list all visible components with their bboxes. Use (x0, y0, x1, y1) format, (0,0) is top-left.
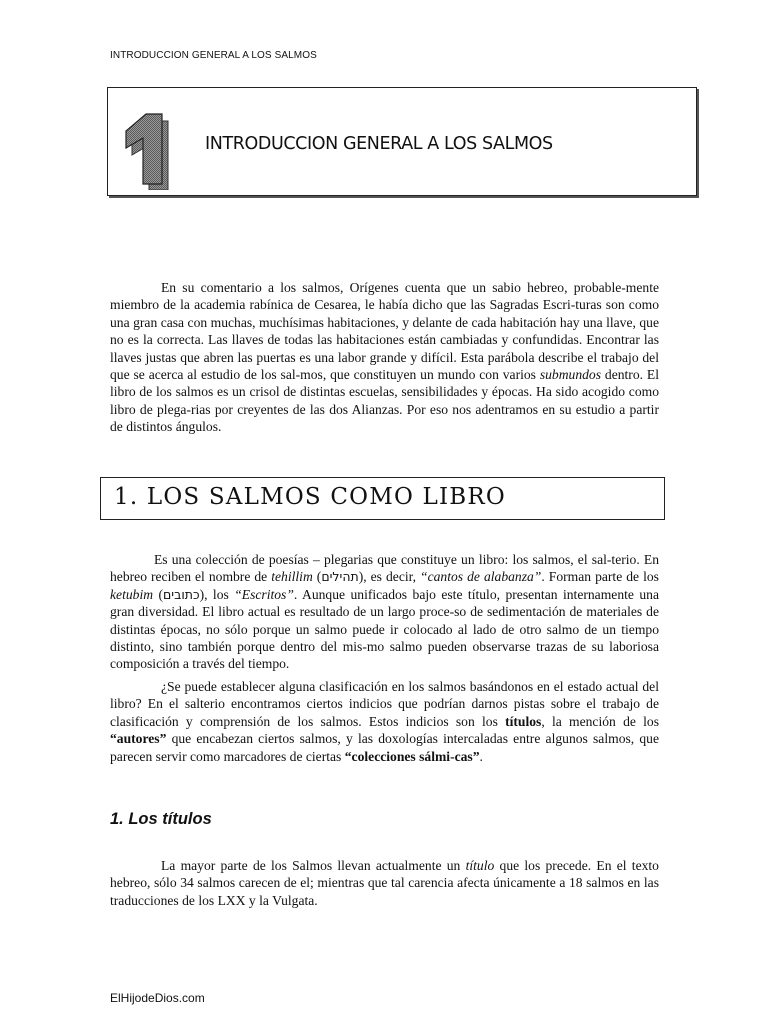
subsection-heading: 1. Los títulos (110, 810, 212, 828)
section-paragraph-1: Es una colección de poesías – plegarias que constituye un libro: los salmos, el sal-terio. En hebreo reciben el nombre de tehillim (תהילים), es decir, “cantos de alabanza”. Forman parte de los ketubim (כתובים), los “Escritos”. Aunque unificados bajo este título, presentan internamente una gran diversidad. El libro actual es resultado de un largo proce-so de sedimentación de materiales de distintas épocas, no sólo porque un salmo puede ir colocado al lado de otro salmo de un tiempo distinto, sino también porque dentro del mis-mo salmo pueden observarse trazas de su laboriosa composición a través del tiempo. (110, 552, 659, 672)
section-heading-box (100, 477, 665, 520)
section-heading: 1. LOS SALMOS COMO LIBRO (114, 484, 506, 510)
intro-paragraph: En su comentario a los salmos, Orígenes cuenta que un sabio hebreo, probable-mente miembro de la academia rabínica de Cesarea, le había dicho que las Sagradas Escri-turas son como una gran casa con muchas, muchísimas habitaciones, y delante de cada habitación hay una llave, que no es la correcta. Las llaves de todas las habitaciones están cambiadas y confundidas. Encontrar las llaves justas que abren las puertas es una labor grande y difícil. Esta parábola describe el trabajo del que se acerca al estudio de los sal-mos, que constituyen un mundo con varios submundos dentro. El libro de los salmos es un crisol de distintas escuelas, sensibilidades y épocas. Ha sido acogido como libro de plega-rias por creyentes de las dos Alianzas. Por eso nos adentramos en su estudio a partir de distintos ángulos. (110, 280, 659, 435)
chapter-number-graphic (118, 112, 190, 190)
section-paragraph-2: ¿Se puede establecer alguna clasificación en los salmos basándonos en el estado actual del libro? En el salterio encontramos ciertos indicios que podrían darnos pistas sobre el trabajo de clasificación y comprensión de los salmos. Estos indicios son los títulos, la mención de los “autores” que encabezan ciertos salmos, y las doxologías intercaladas entre algunos salmos, que parecen servir como marcadores de ciertas “colecciones sálmi-cas”. (110, 679, 659, 764)
footer-site-name: ElHijodeDios.com (110, 991, 205, 1005)
running-header: INTRODUCCION GENERAL A LOS SALMOS (110, 50, 317, 61)
subsection-paragraph: La mayor parte de los Salmos llevan actualmente un título que los precede. En el texto hebreo, sólo 34 salmos carecen de el; mientras que tal carencia afecta únicamente a 18 salmos en las traducciones de los LXX y la Vulgata. (110, 858, 659, 908)
chapter-title: INTRODUCCION GENERAL A LOS SALMOS (205, 134, 553, 154)
